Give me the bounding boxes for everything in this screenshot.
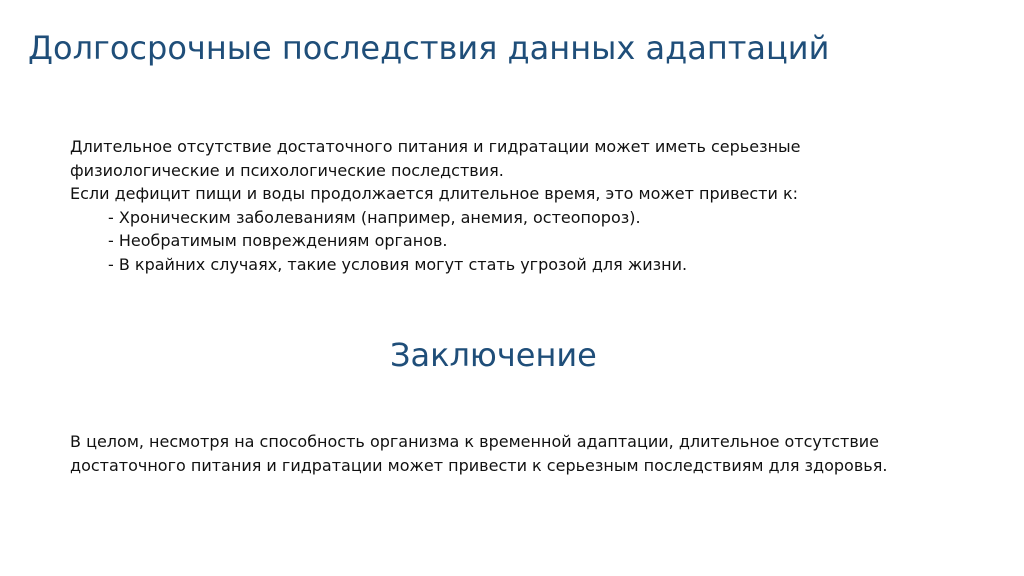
conclusion-heading: Заключение xyxy=(390,336,597,374)
list-item: - Хроническим заболеваниям (например, анемия, остеопороз). xyxy=(108,207,641,227)
list-item: - В крайних случаях, такие условия могут стать угрозой для жизни. xyxy=(108,254,688,274)
slide-title: Долгосрочные последствия данных адаптаций xyxy=(28,29,830,67)
consequences-list xyxy=(70,206,940,277)
body-paragraph-1: Длительное отсутствие достаточного питания и гидратации может иметь серьезные физиологические и психологические последствия. xyxy=(70,137,801,180)
body-paragraph-2: Если дефицит пищи и воды продолжается длительное время, это может привести к: xyxy=(70,184,798,203)
conclusion-text: В целом, несмотря на способность организма к временной адаптации, длительное отсутствие достаточного питания и гидратации может привести к серьезным последствиям для здоровья. xyxy=(70,432,888,475)
list-item: - Необратимым повреждениям органов. xyxy=(108,231,448,250)
body-text-block xyxy=(70,135,940,276)
